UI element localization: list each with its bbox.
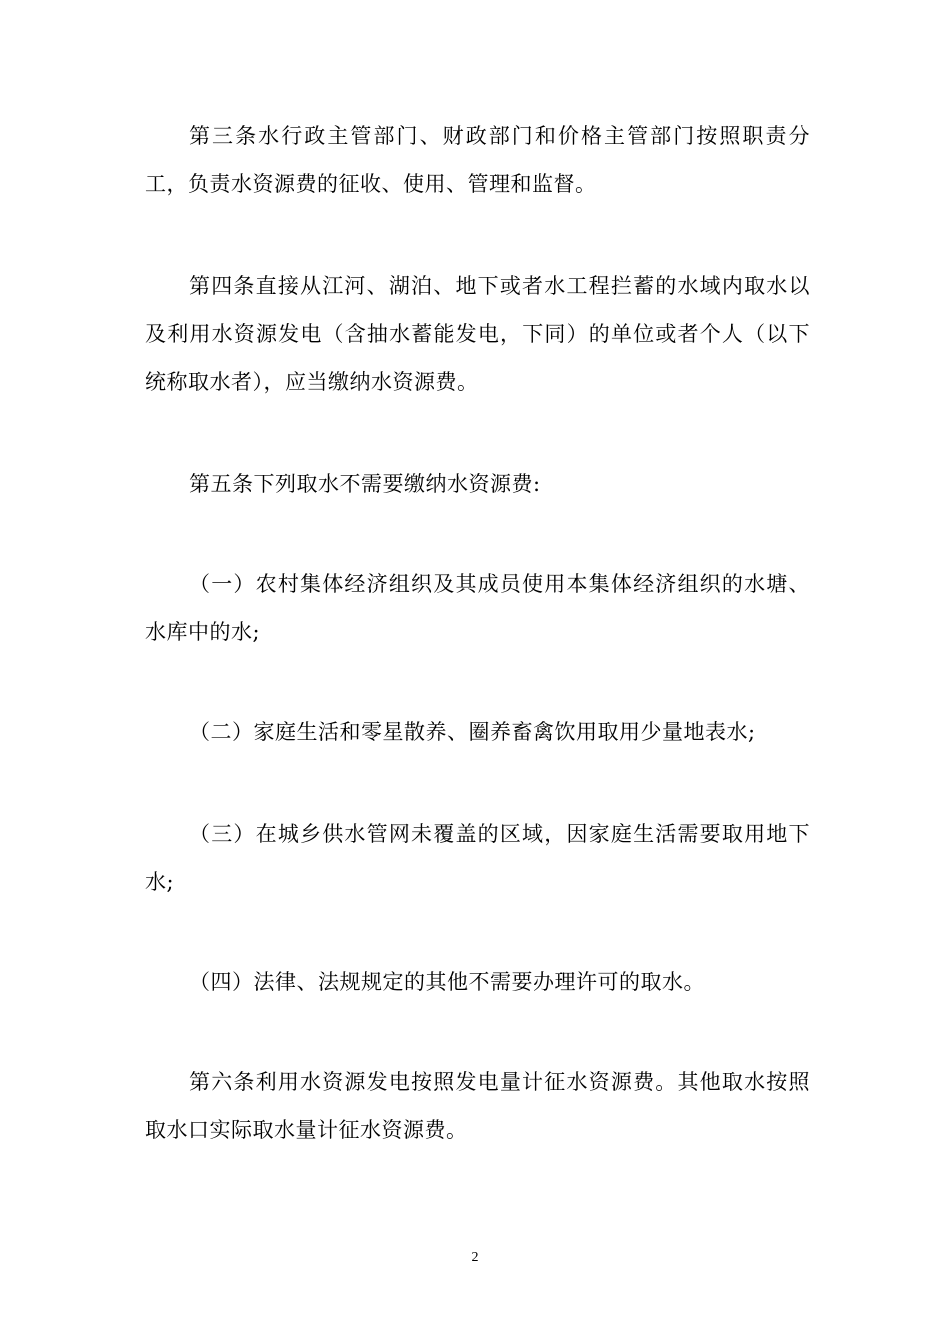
paragraph-article-5: 第五条下列取水不需要缴纳水资源费:	[189, 472, 541, 496]
paragraph-item-4: （四）法律、法规规定的其他不需要办理许可的取水。	[189, 970, 705, 994]
paragraph-article-4: 第四条直接从江河、湖泊、地下或者水工程拦蓄的水域内取水以及利用水资源发电（含抽水蓄能发电，下同）的单位或者个人（以下统称取水者），应当缴纳水资源费。	[145, 274, 810, 394]
page-number: 2	[471, 1250, 479, 1265]
paragraph-article-3: 第三条水行政主管部门、财政部门和价格主管部门按照职责分工，负责水资源费的征收、使用、管理和监督。	[145, 124, 810, 196]
paragraph-item-3: （三）在城乡供水管网未覆盖的区域，因家庭生活需要取用地下水;	[145, 822, 810, 894]
paragraph-item-2: （二）家庭生活和零星散养、圈养畜禽饮用取用少量地表水;	[189, 720, 756, 744]
paragraph-item-1: （一）农村集体经济组织及其成员使用本集体经济组织的水塘、水库中的水;	[145, 572, 810, 644]
paragraph-article-6: 第六条利用水资源发电按照发电量计征水资源费。其他取水按照取水口实际取水量计征水资源费。	[145, 1070, 810, 1142]
